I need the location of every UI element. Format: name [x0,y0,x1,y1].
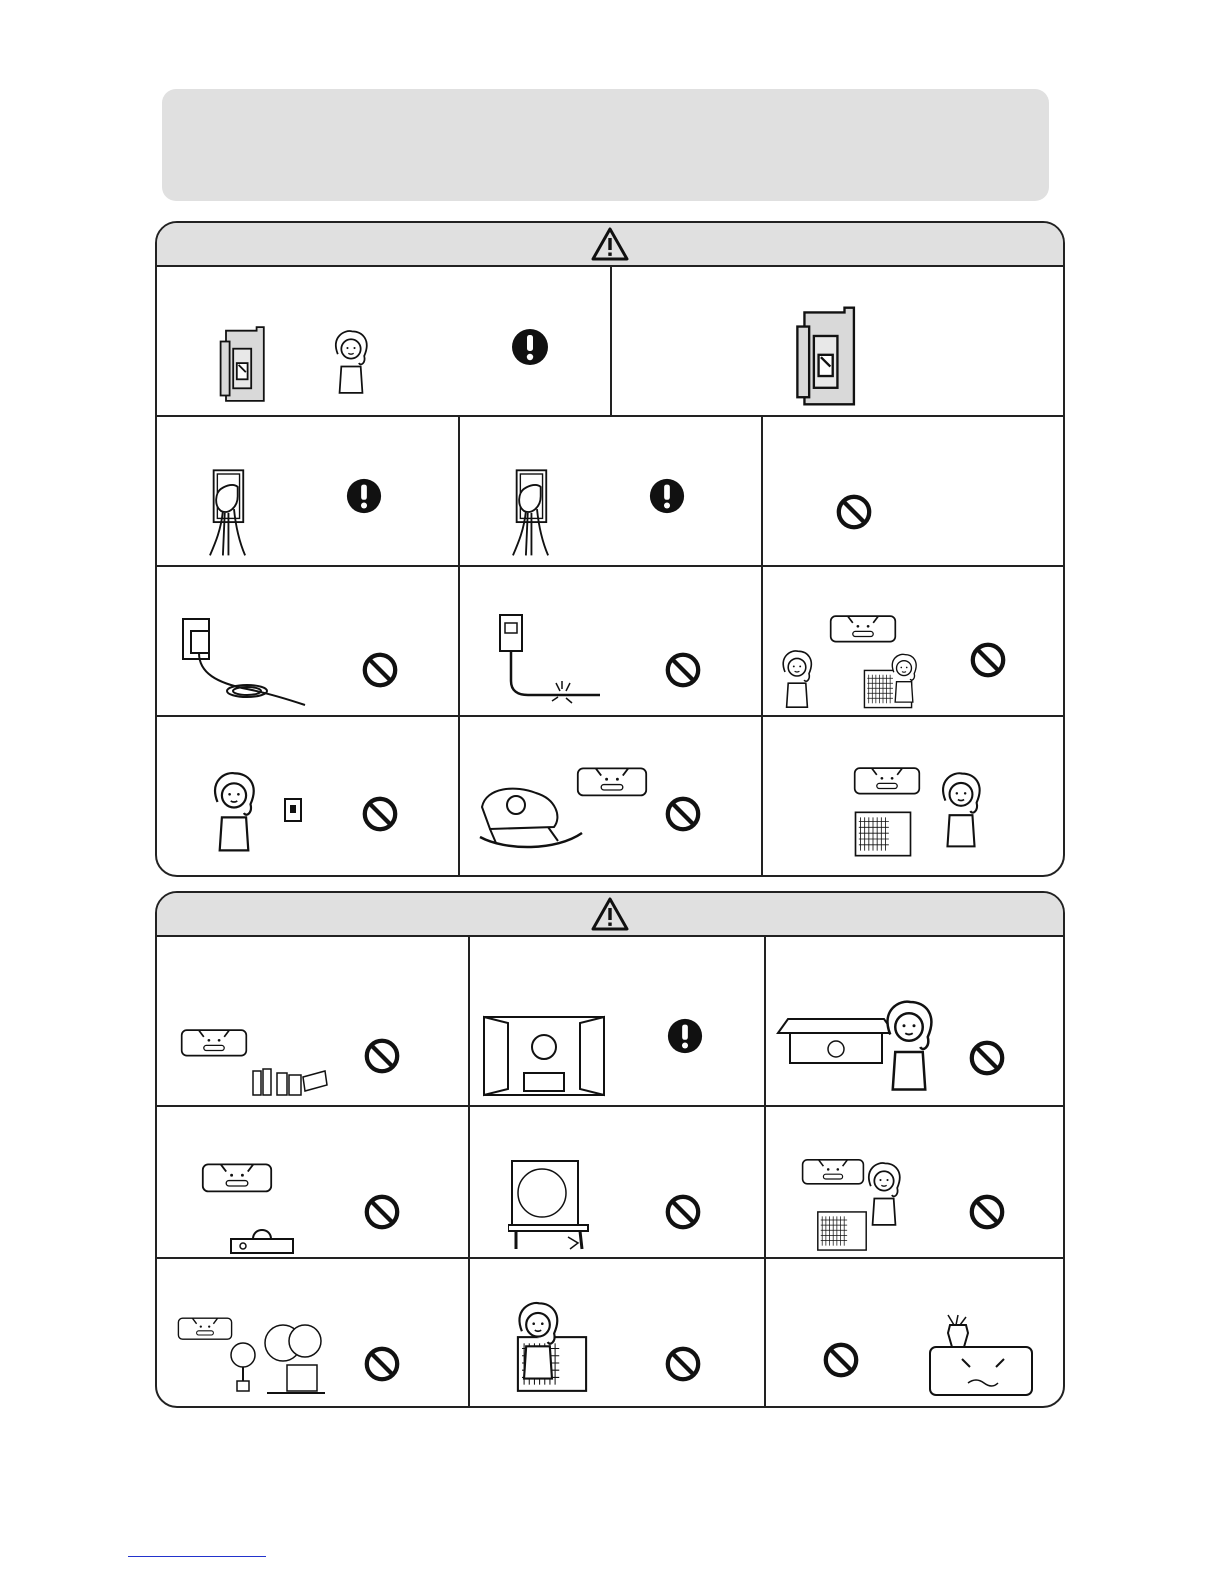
girl-icon [862,1159,906,1231]
caution-panel-header [157,893,1063,937]
warning-panel-header [157,223,1063,267]
caution-row-3 [157,1259,1063,1406]
food-bottles-icon [249,1061,329,1097]
prohibited-icon [822,1341,860,1379]
prohibited-icon [664,651,702,689]
caution-cell [470,1259,766,1406]
caution-cell [470,1107,766,1257]
caution-cell [766,937,1063,1105]
prohibited-icon [363,1345,401,1383]
caution-cell [766,1259,1063,1406]
outdoor-unit-icon [816,1209,868,1253]
warning-panel [155,221,1065,877]
caution-row-1 [157,937,1063,1107]
warning-cell [460,567,763,715]
warning-row-4 [157,717,1063,877]
caution-cell [766,1107,1063,1257]
caution-cell [157,1259,470,1406]
warning-row-3 [157,567,1063,717]
warning-cell [460,417,763,565]
indoor-unit-icon [177,1313,233,1343]
mandatory-icon [648,477,686,515]
climbing-boy-icon [510,1299,566,1385]
breaker-switch-icon [790,303,866,409]
warning-cell [157,417,460,565]
wall-switch-icon [283,797,303,823]
prohibited-icon [969,641,1007,679]
caution-cell [157,1107,470,1257]
indoor-unit-icon [800,1155,866,1187]
breaker-switch-icon [217,323,271,405]
indoor-unit-icon [576,763,648,799]
girl-at-window-icon [480,1013,608,1099]
warning-triangle-icon [590,896,630,932]
prohibited-icon [363,1193,401,1231]
warning-row-1 [157,267,1063,417]
indoor-unit-icon [177,1025,251,1059]
warning-row-2 [157,417,1063,567]
warning-cell [612,267,1063,415]
warning-cell [763,567,1063,715]
indoor-unit-icon [201,1159,273,1195]
prohibited-icon [664,1345,702,1383]
outdoor-unit-icon [853,809,913,859]
caution-panel [155,891,1065,1408]
damaged-cord-icon [496,611,606,711]
prohibited-icon [968,1039,1006,1077]
prohibited-icon [361,795,399,833]
outdoor-unit-broken-stand-icon [508,1157,592,1251]
indoor-unit-icon [853,763,921,797]
mandatory-icon [345,477,383,515]
bundled-cord-icon [177,613,307,713]
footer-rule [128,1556,266,1557]
prohibited-icon [835,493,873,531]
phone-girl-icon [329,327,373,399]
caution-row-2 [157,1107,1063,1259]
hand-plug-icon [197,461,271,561]
gas-stove-icon [227,1221,297,1255]
baby-cradle-icon [476,767,586,853]
person-icon [935,763,987,859]
prohibited-icon [664,795,702,833]
mandatory-icon [510,327,550,367]
warning-cell [460,717,763,877]
hand-plug-icon [500,461,574,561]
plants-icon [227,1319,327,1395]
prohibited-icon [363,1037,401,1075]
vase-on-unit-icon [926,1311,1036,1399]
prohibited-icon [664,1193,702,1231]
caution-cell [470,937,766,1105]
warning-cell [763,717,1063,877]
warning-cell [763,417,1063,565]
girl-icon [201,769,267,857]
warning-cell [157,717,460,877]
header-band [162,89,1049,201]
indoor-unit-icon [825,611,901,645]
prohibited-icon [361,651,399,689]
girl-icon [876,997,942,1097]
child-icon [777,647,817,713]
warning-cell [157,267,612,415]
child-icon [887,647,921,711]
prohibited-icon [968,1193,1006,1231]
warning-cell [157,567,460,715]
mandatory-icon [666,1017,704,1055]
warning-triangle-icon [590,226,630,262]
caution-cell [157,937,470,1105]
